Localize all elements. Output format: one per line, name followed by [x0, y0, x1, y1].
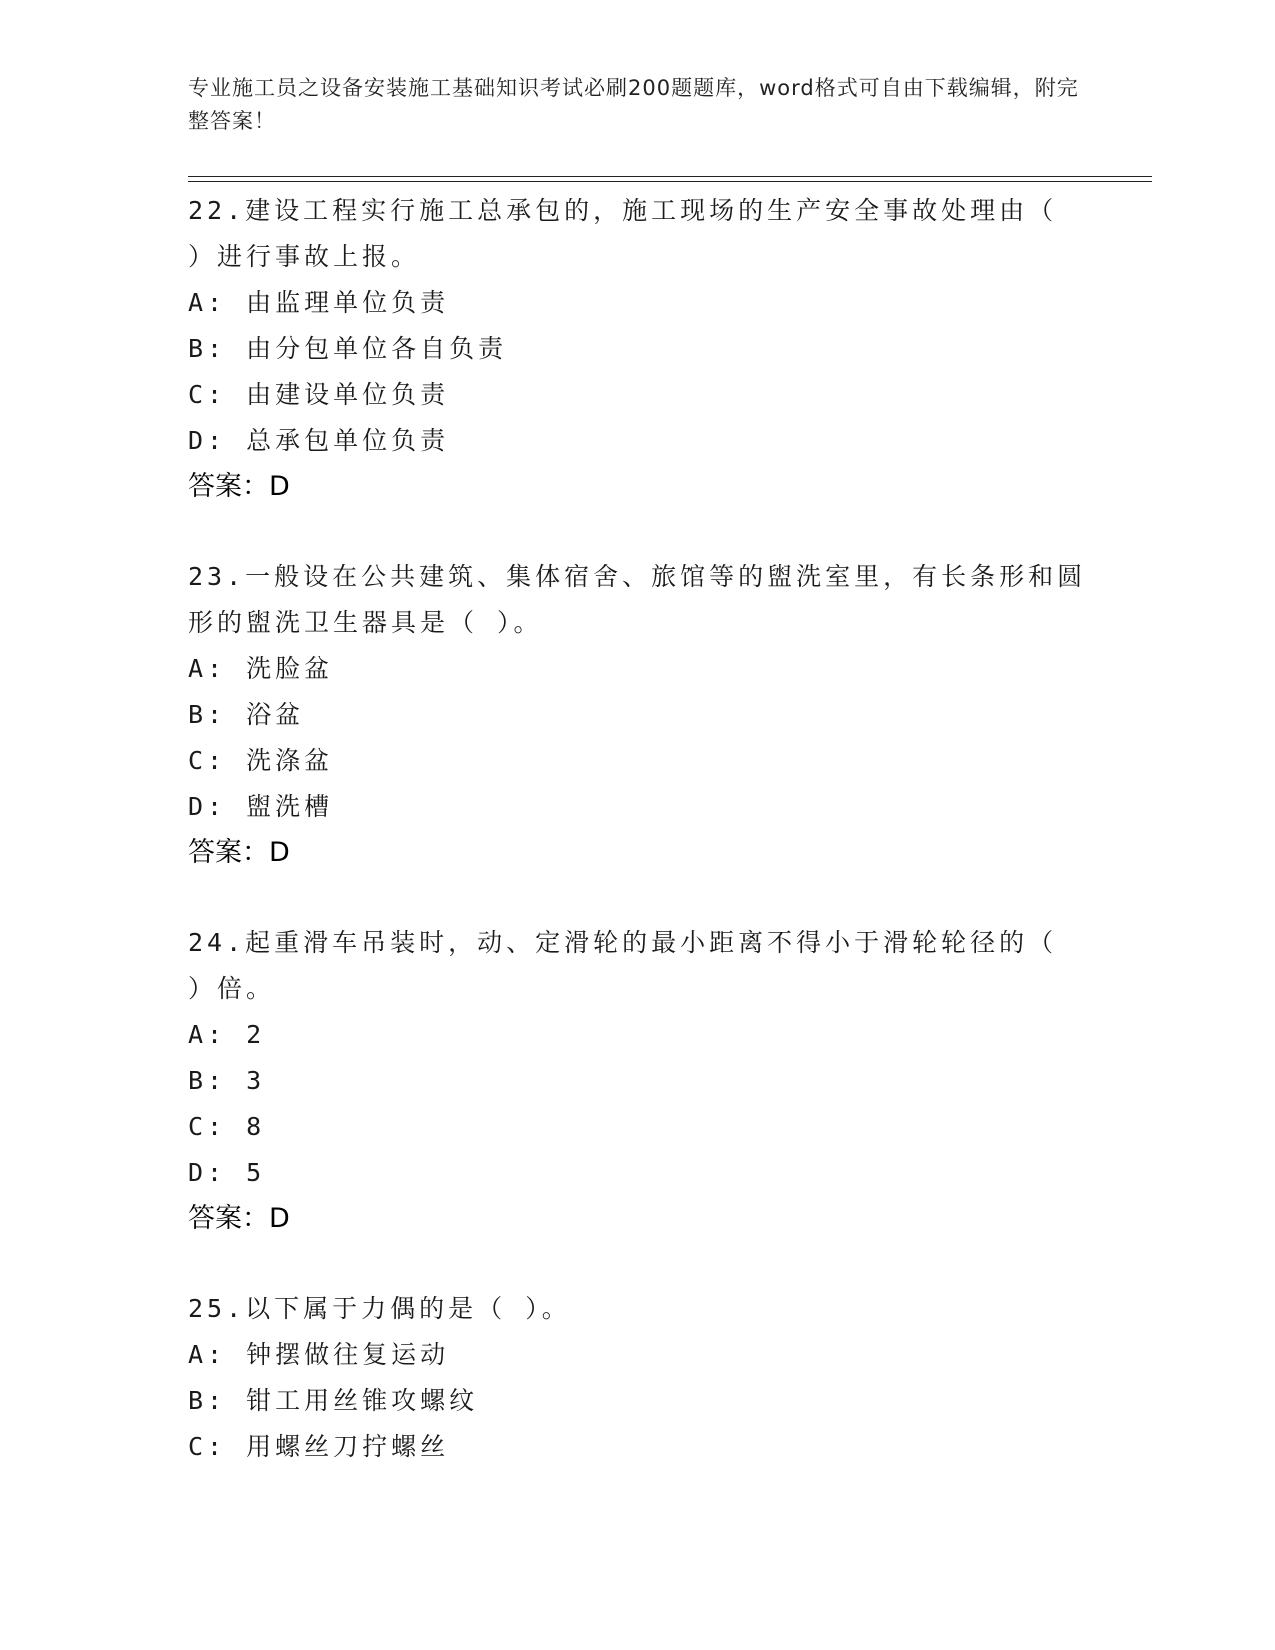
option-text: 浴盆 — [246, 700, 305, 729]
question-body: 建设工程实行施工总承包的，施工现场的生产安全事故处理由（ ）进行事故上报。 — [188, 196, 1058, 271]
option-b — [188, 326, 1088, 372]
option-key: A: — [188, 1340, 227, 1369]
option-a — [188, 1332, 1088, 1378]
option-key: C: — [188, 380, 227, 409]
option-d — [188, 784, 1088, 830]
option-key: B: — [188, 334, 227, 363]
answer-line — [188, 1196, 1088, 1242]
option-key: C: — [188, 1432, 227, 1461]
option-c — [188, 738, 1088, 784]
document-header-title: 专业施工员之设备安装施工基础知识考试必刷200题题库，word格式可自由下载编辑，附完整答案！ — [188, 76, 1079, 133]
question-23 — [188, 554, 1088, 876]
option-text: 由分包单位各自负责 — [246, 334, 508, 363]
option-c — [188, 1104, 1088, 1150]
question-25 — [188, 1286, 1088, 1470]
option-c — [188, 1424, 1088, 1470]
option-key: B: — [188, 1386, 227, 1415]
option-text: 由建设单位负责 — [246, 380, 450, 409]
option-key: B: — [188, 700, 227, 729]
question-body: 一般设在公共建筑、集体宿舍、旅馆等的盥洗室里，有长条形和圆形的盥洗卫生器具是（ ）。 — [188, 562, 1087, 637]
question-list — [188, 188, 1088, 1470]
option-c — [188, 372, 1088, 418]
question-text — [188, 188, 1088, 280]
option-text: 2 — [246, 1020, 266, 1049]
answer-line — [188, 464, 1088, 510]
option-key: A: — [188, 1020, 227, 1049]
option-b — [188, 1378, 1088, 1424]
option-text: 盥洗槽 — [246, 792, 334, 821]
option-d — [188, 418, 1088, 464]
question-body: 以下属于力偶的是（ ）。 — [245, 1294, 571, 1323]
question-text — [188, 554, 1088, 646]
option-key: D: — [188, 426, 227, 455]
option-text: 钟摆做往复运动 — [246, 1340, 450, 1369]
option-text: 总承包单位负责 — [246, 426, 450, 455]
option-text: 由监理单位负责 — [246, 288, 450, 317]
option-key: D: — [188, 1158, 227, 1187]
question-text — [188, 1286, 1088, 1332]
header-rule-top — [188, 176, 1152, 177]
answer-label: 答案： — [188, 471, 269, 502]
question-number: 24. — [188, 928, 246, 957]
option-text: 钳工用丝锥攻螺纹 — [246, 1386, 479, 1415]
option-text: 5 — [246, 1158, 266, 1187]
question-body: 起重滑车吊装时，动、定滑轮的最小距离不得小于滑轮轮径的（ ）倍。 — [188, 928, 1058, 1003]
option-a — [188, 1012, 1088, 1058]
option-b — [188, 692, 1088, 738]
answer-label: 答案： — [188, 837, 269, 868]
answer-line — [188, 830, 1088, 876]
option-d — [188, 1150, 1088, 1196]
question-number: 23. — [188, 562, 246, 591]
option-a — [188, 280, 1088, 326]
option-text: 8 — [246, 1112, 266, 1141]
question-number: 25. — [188, 1294, 246, 1323]
answer-label: 答案： — [188, 1203, 269, 1234]
question-text — [188, 920, 1088, 1012]
answer-value: D — [269, 837, 290, 868]
option-a — [188, 646, 1088, 692]
option-b — [188, 1058, 1088, 1104]
option-text: 用螺丝刀拧螺丝 — [246, 1432, 450, 1461]
option-key: C: — [188, 1112, 227, 1141]
option-text: 洗涤盆 — [246, 746, 334, 775]
question-24 — [188, 920, 1088, 1242]
option-key: A: — [188, 288, 227, 317]
option-key: B: — [188, 1066, 227, 1095]
option-key: C: — [188, 746, 227, 775]
question-22 — [188, 188, 1088, 510]
option-key: D: — [188, 792, 227, 821]
header-rule-bottom — [188, 181, 1152, 182]
option-text: 洗脸盆 — [246, 654, 334, 683]
answer-value: D — [269, 471, 290, 502]
option-text: 3 — [246, 1066, 266, 1095]
question-number: 22. — [188, 196, 246, 225]
option-key: A: — [188, 654, 227, 683]
answer-value: D — [269, 1203, 290, 1234]
